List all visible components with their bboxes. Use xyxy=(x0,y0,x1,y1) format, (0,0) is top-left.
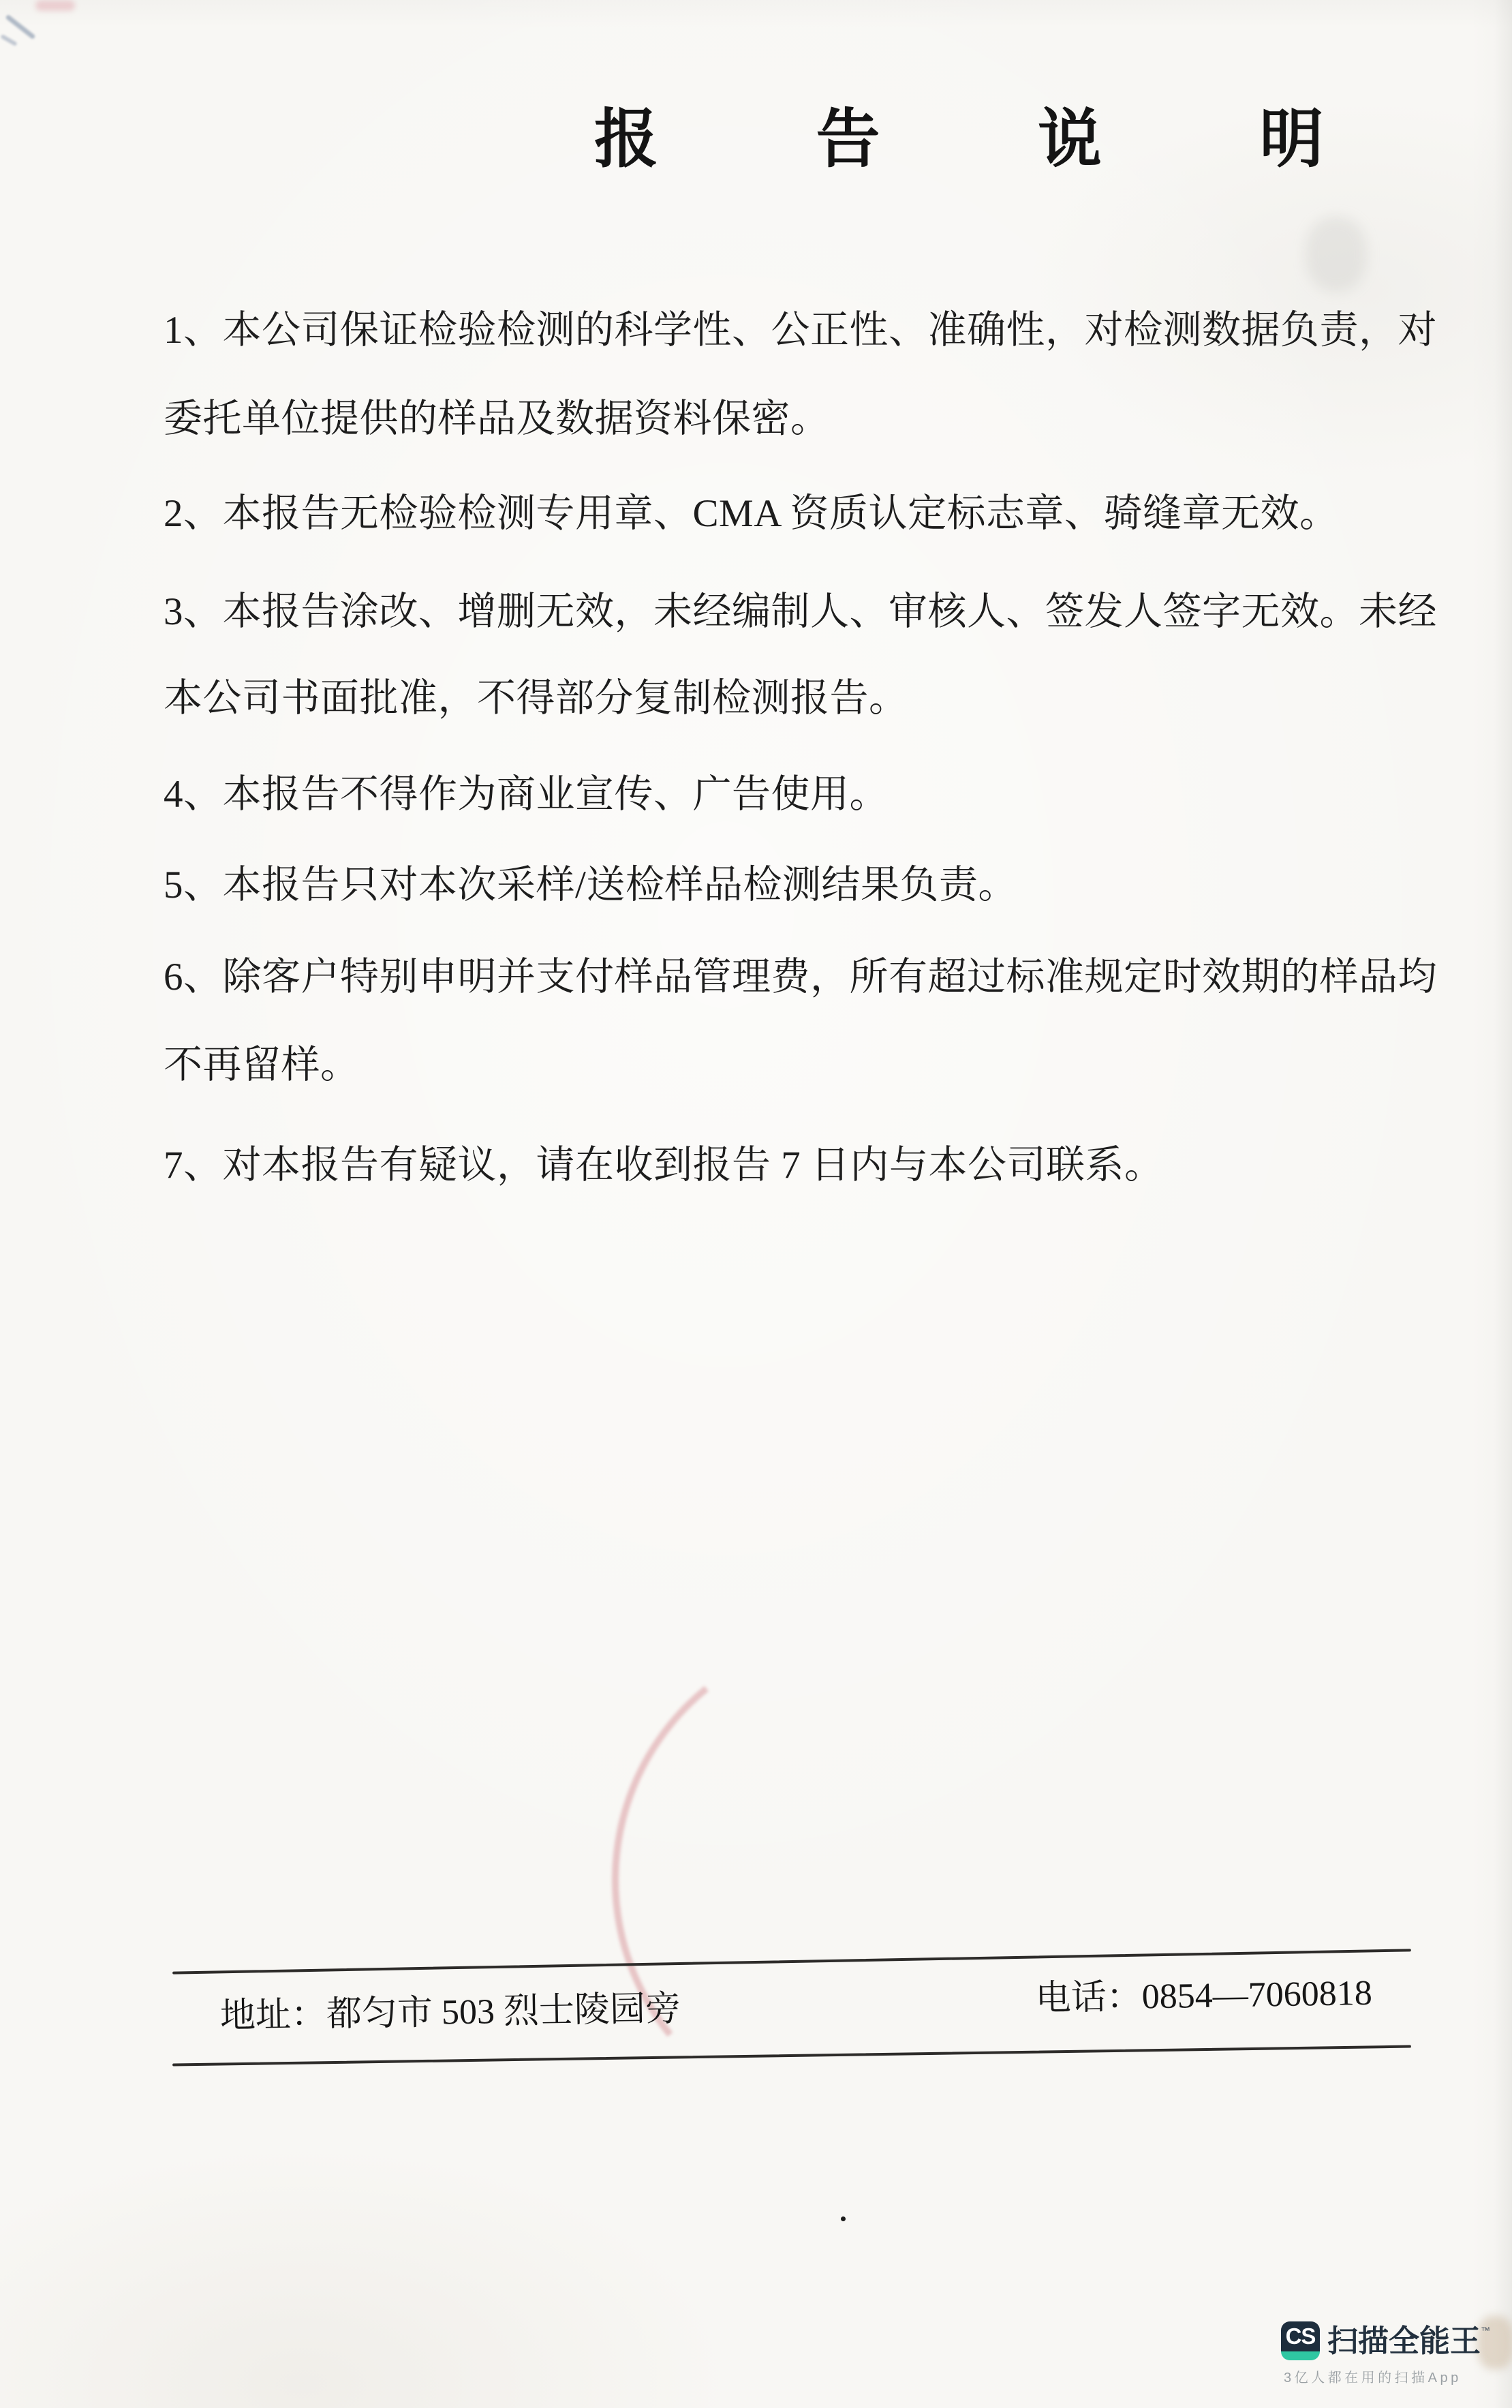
scan-corner-mark-small xyxy=(0,34,18,46)
note-line-10: 7、对本报告有疑议，请在收到报告 7 日内与本公司联系。 xyxy=(164,1144,1164,1187)
phone-label: 电话： xyxy=(1035,1977,1143,2019)
footer-address xyxy=(220,1990,681,2036)
page-title: 报 告 说 明 xyxy=(594,104,1395,175)
ink-speck xyxy=(841,2216,846,2221)
camscanner-initials: CS xyxy=(1285,2323,1316,2349)
address-label: 地址： xyxy=(219,1995,327,2036)
note-line-2: 委托单位提供的样品及数据资料保密。 xyxy=(164,397,830,440)
note-line-6: 4、本报告不得作为商业宣传、广告使用。 xyxy=(164,773,889,816)
address-value: 都匀市 503 烈士陵园旁 xyxy=(326,1989,681,2034)
note-line-4: 3、本报告涂改、增删无效，未经编制人、审核人、签发人签字无效。未经 xyxy=(164,590,1437,633)
scan-pink-smudge xyxy=(35,0,75,11)
note-line-3: 2、本报告无检验检测专用章、CMA 资质认定标志章、骑缝章无效。 xyxy=(164,492,1339,535)
note-line-9: 不再留样。 xyxy=(164,1043,360,1086)
camscanner-app-name xyxy=(1327,2323,1491,2358)
phone-value: 0854—7060818 xyxy=(1141,1973,1373,2017)
scan-gray-smudge xyxy=(1306,217,1367,292)
camscanner-watermark xyxy=(1281,2321,1491,2386)
note-line-7: 5、本报告只对本次采样/送检样品检测结果负责。 xyxy=(164,864,1017,906)
camscanner-tagline: 3亿人都在用的扫描App xyxy=(1284,2371,1462,2386)
note-line-1: 1、本公司保证检验检测的科学性、公正性、准确性，对检测数据负责，对 xyxy=(164,309,1437,352)
footer-phone xyxy=(1035,1974,1372,2018)
note-line-5: 本公司书面批准，不得部分复制检测报告。 xyxy=(164,677,908,720)
camscanner-logo-icon xyxy=(1281,2321,1320,2360)
note-line-8: 6、除客户特别申明并支付样品管理费，所有超过标准规定时效期的样品均 xyxy=(164,956,1437,999)
trademark-symbol: ™ xyxy=(1481,2325,1491,2336)
app-name-text: 扫描全能王 xyxy=(1327,2323,1481,2358)
scan-corner-mark xyxy=(5,14,35,40)
faint-stamp-arc xyxy=(587,1606,1136,2154)
